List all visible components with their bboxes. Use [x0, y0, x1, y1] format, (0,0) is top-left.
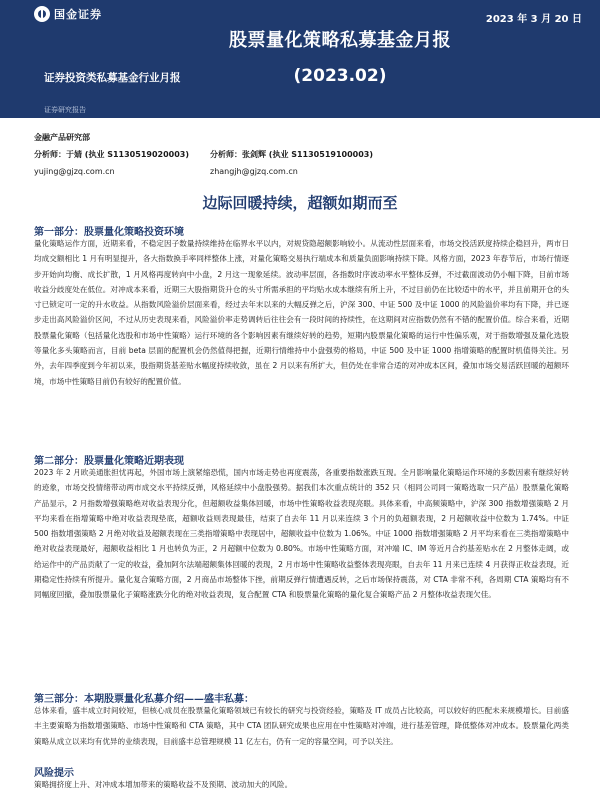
analyst-2-email: zhangjh@gjzq.com.cn — [210, 167, 298, 176]
risk-heading: 风险提示 — [34, 768, 74, 779]
department: 金融产品研究部 — [34, 133, 90, 142]
section-2-paragraph: 2023 年 2 月欧美通胀担忧再起，外国市场上演紧缩恐慌，国内市场走势也再度震荡，各重要指数涨跌互现。全月影响量化策略运作环境的多数因素有继续好转的迹象，市场交投情绪带动两市成交水平持续反弹，风格延续中小盘股强势。据我们本次重点统计的 352 只（相同公司同一策略选取一只产品）股票量化策略产品显示，2 月指数增强策略绝对收益表现分化，但超额收益集体回暖，市场中性策略收益表现亮眼。具体来看，中高频策略中，沪深 300 指数增强策略 2 月平均来看在指增策略中绝对收益表现垫底，超额收益则表现最佳，结束了自去年 11 月以来连续 3 个月的负超额表现，2 月超额收益中位数为 1.74%。中证 500 指数增强策略 2 月绝对收益及超额表现在三类指增策略中表现居中，超额收益中位数为 1.06%。中证 1000 指数增强策略 2 月平均来看在三类指增策略中绝对收益表现最好，超额收益相比 1 月也转负为正，2 月超额中位数为 0.80%。市场中性策略方面，对冲端 IC、IM 等近月合约基差贴水在 2 月整体走阔，或给运作中的产品贡献了一定的收益，叠加阿尔法端超额集体回暖的表现，2 月市场中性策略收益整体表现亮眼，自去年 11 月来已连续 4 月获得正收益表现，近期稳定性持续有所提升。量化复合策略方面，2 月商品市场整体下挫，前期反弹行情遭遇反转，之后市场保持震荡，对 CTA 非常不利，各周期 CTA 策略均有不同幅度回撤，叠加股票量化子策略涨跌分化的绝对收益表现，复合配置 CTA 和股票量化策略的量化复合策略产品 2 月整体收益表现欠佳。 — [34, 468, 569, 600]
report-type: 证券研究报告 — [44, 106, 86, 114]
report-date: 2023 年 3 月 20 日 — [485, 14, 582, 25]
analyst-2: 分析师：张剑辉 (执业 S1130519100003) — [210, 150, 374, 159]
report-title: 股票量化策略私募基金月报 — [229, 30, 451, 51]
section-1-paragraph: 量化策略运作方面，近期来看，不稳定因子数量持续维持在临界水平以内，对规贷隐超额影响较小。从流动性层面来看，市场交投活跃度持续企稳回升，两市日均成交额相比 1 月有明显提升，各大指数换手率同样整体上涨，对量化策略交易执行端成本和质量负面影响持续下降。风格方面，2023 年春节后，市场行情逐步开始向均衡、成长扩散，1 月风格再度转向中小盘，2 月这一现象延续。波动率层面，各指数时序波动率水平整体反弹，不过截面波动仍小幅下降，目前市场收益分歧度处在低位。对冲成本来看，近期三大股指期货升仓的头寸所需承担的平均贴水成本继续有所上升，不过目前仍在比较适中的水平，并且前期开仓的头寸已锁定可一定的升水收益。从指数风险溢价层面来看，经过去年末以来的大幅反弹之后，沪深 300、中证 500 及中证 1000 的风险溢价率均有下降，并已逐步走出高风险溢价区间，不过从历史表现来看，风险溢价率走势调转后往往会有一段时间的持续性，在这期间对应指数仍然有不错的配置价值。综合来看，近期股票量化策略（包括量化选股和市场中性策略）运行环境的各个影响因素有继续好转的趋势，短期内股票量化策略的运行中性偏乐观，对于指数增强及量化选股等量化多头策略而言，目前 beta 层面的配置机会仍然值得把握，近期行情维持中小盘强势的格局，中证 500 及中证 1000 指增策略的配置时机值得关注。另外，去年四季度到今年初以来，股指期货基差贴水幅度持续收敛，虽在 2 月以来有所扩大，但仍处在非常合适的对冲成本区间，叠加市场交易活跃回暖的超额环境，市场中性策略目前仍有较好的配置价值。 — [34, 239, 569, 386]
report-banner — [0, 0, 600, 118]
analyst-1: 分析师：于婧 (执业 S1130519020003) — [34, 150, 190, 159]
report-headline: 边际回暖持续，超额如期而至 — [202, 194, 398, 212]
industry-label: 证券投资类私募基金行业月报 — [44, 72, 181, 84]
section-1-heading: 第一部分：股票量化策略投资环境 — [34, 227, 184, 238]
risk-paragraph: 策略拥挤度上升、对冲成本增加带来的策略收益不及预期、波动加大的风险。 — [34, 780, 293, 789]
logo-icon — [34, 6, 50, 22]
section-2-heading: 第二部分：股票量化策略近期表现 — [34, 456, 184, 467]
logo-text: 国金证券 — [54, 8, 102, 21]
analyst-1-email: yujing@gjzq.com.cn — [34, 167, 115, 176]
report-issue: (2023.02) — [293, 66, 387, 86]
company-logo — [34, 5, 102, 23]
section-3-paragraph: 总体来看，盛丰成立时间较短，但核心成员在股票量化策略领域已有较长的研究与投资经验，策略及 IT 成员占比较高，可以较好的匹配未来规模增长。目前盛丰主要策略为指数增强策略、市场中性策略和 CTA 策略，其中 CTA 团队研究成果也应用在中性策略对冲端，进行基差管理，降低整体对冲成本。股票量化两类策略从成立以来均有优异的业绩表现，目前盛丰总管理规模 11 亿左右，仍有一定的容量空间，可予以关注。 — [34, 706, 569, 746]
section-3-heading: 第三部分：本期股票量化私募介绍——盛丰私募： — [34, 694, 254, 705]
